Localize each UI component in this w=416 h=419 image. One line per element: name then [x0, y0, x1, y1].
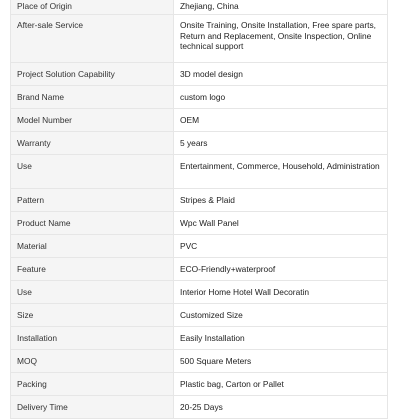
spec-key: Place of Origin	[11, 0, 174, 15]
spec-value: Customized Size	[174, 304, 388, 327]
spec-value: 3D model design	[174, 63, 388, 86]
spec-row-moq	[11, 350, 388, 373]
spec-key: Packing	[11, 373, 174, 396]
spec-value: Zhejiang, China	[174, 0, 388, 15]
spec-value: Easily Installation	[174, 327, 388, 350]
spec-value: Interior Home Hotel Wall Decoratin	[174, 281, 388, 304]
spec-key: Model Number	[11, 109, 174, 132]
spec-value: 500 Square Meters	[174, 350, 388, 373]
spec-key: Brand Name	[11, 86, 174, 109]
spec-row-pattern	[11, 189, 388, 212]
spec-key: Feature	[11, 258, 174, 281]
spec-value: Onsite Training, Onsite Installation, Free spare parts, Return and Replacement, Onsite Inspection, Online technical support	[174, 15, 388, 63]
spec-row-brand-name	[11, 86, 388, 109]
spec-key: Size	[11, 304, 174, 327]
product-spec-table	[10, 0, 388, 419]
spec-row-material	[11, 235, 388, 258]
spec-value: custom logo	[174, 86, 388, 109]
spec-value: OEM	[174, 109, 388, 132]
spec-key: After-sale Service	[11, 15, 174, 63]
spec-value: Plastic bag, Carton or Pallet	[174, 373, 388, 396]
spec-row-feature	[11, 258, 388, 281]
spec-key: MOQ	[11, 350, 174, 373]
spec-value: PVC	[174, 235, 388, 258]
spec-value: ECO-Friendly+waterproof	[174, 258, 388, 281]
spec-key: Use	[11, 281, 174, 304]
spec-key: Warranty	[11, 132, 174, 155]
spec-row-installation	[11, 327, 388, 350]
spec-row-size	[11, 304, 388, 327]
spec-key: Use	[11, 155, 174, 189]
spec-row-warranty	[11, 132, 388, 155]
spec-value: 20-25 Days	[174, 396, 388, 419]
spec-row-use	[11, 155, 388, 189]
spec-key: Installation	[11, 327, 174, 350]
spec-row-place-of-origin	[11, 0, 388, 15]
spec-row-model-number	[11, 109, 388, 132]
spec-row-delivery-time	[11, 396, 388, 419]
spec-key: Material	[11, 235, 174, 258]
spec-value: Entertainment, Commerce, Household, Administration	[174, 155, 388, 189]
spec-key: Delivery Time	[11, 396, 174, 419]
spec-row-product-name	[11, 212, 388, 235]
spec-row-after-sale-service	[11, 15, 388, 63]
spec-value: 5 years	[174, 132, 388, 155]
spec-key: Pattern	[11, 189, 174, 212]
spec-key: Project Solution Capability	[11, 63, 174, 86]
spec-row-packing	[11, 373, 388, 396]
spec-value: Stripes & Plaid	[174, 189, 388, 212]
spec-value: Wpc Wall Panel	[174, 212, 388, 235]
spec-key: Product Name	[11, 212, 174, 235]
spec-row-project-solution-capability	[11, 63, 388, 86]
spec-row-use-2	[11, 281, 388, 304]
